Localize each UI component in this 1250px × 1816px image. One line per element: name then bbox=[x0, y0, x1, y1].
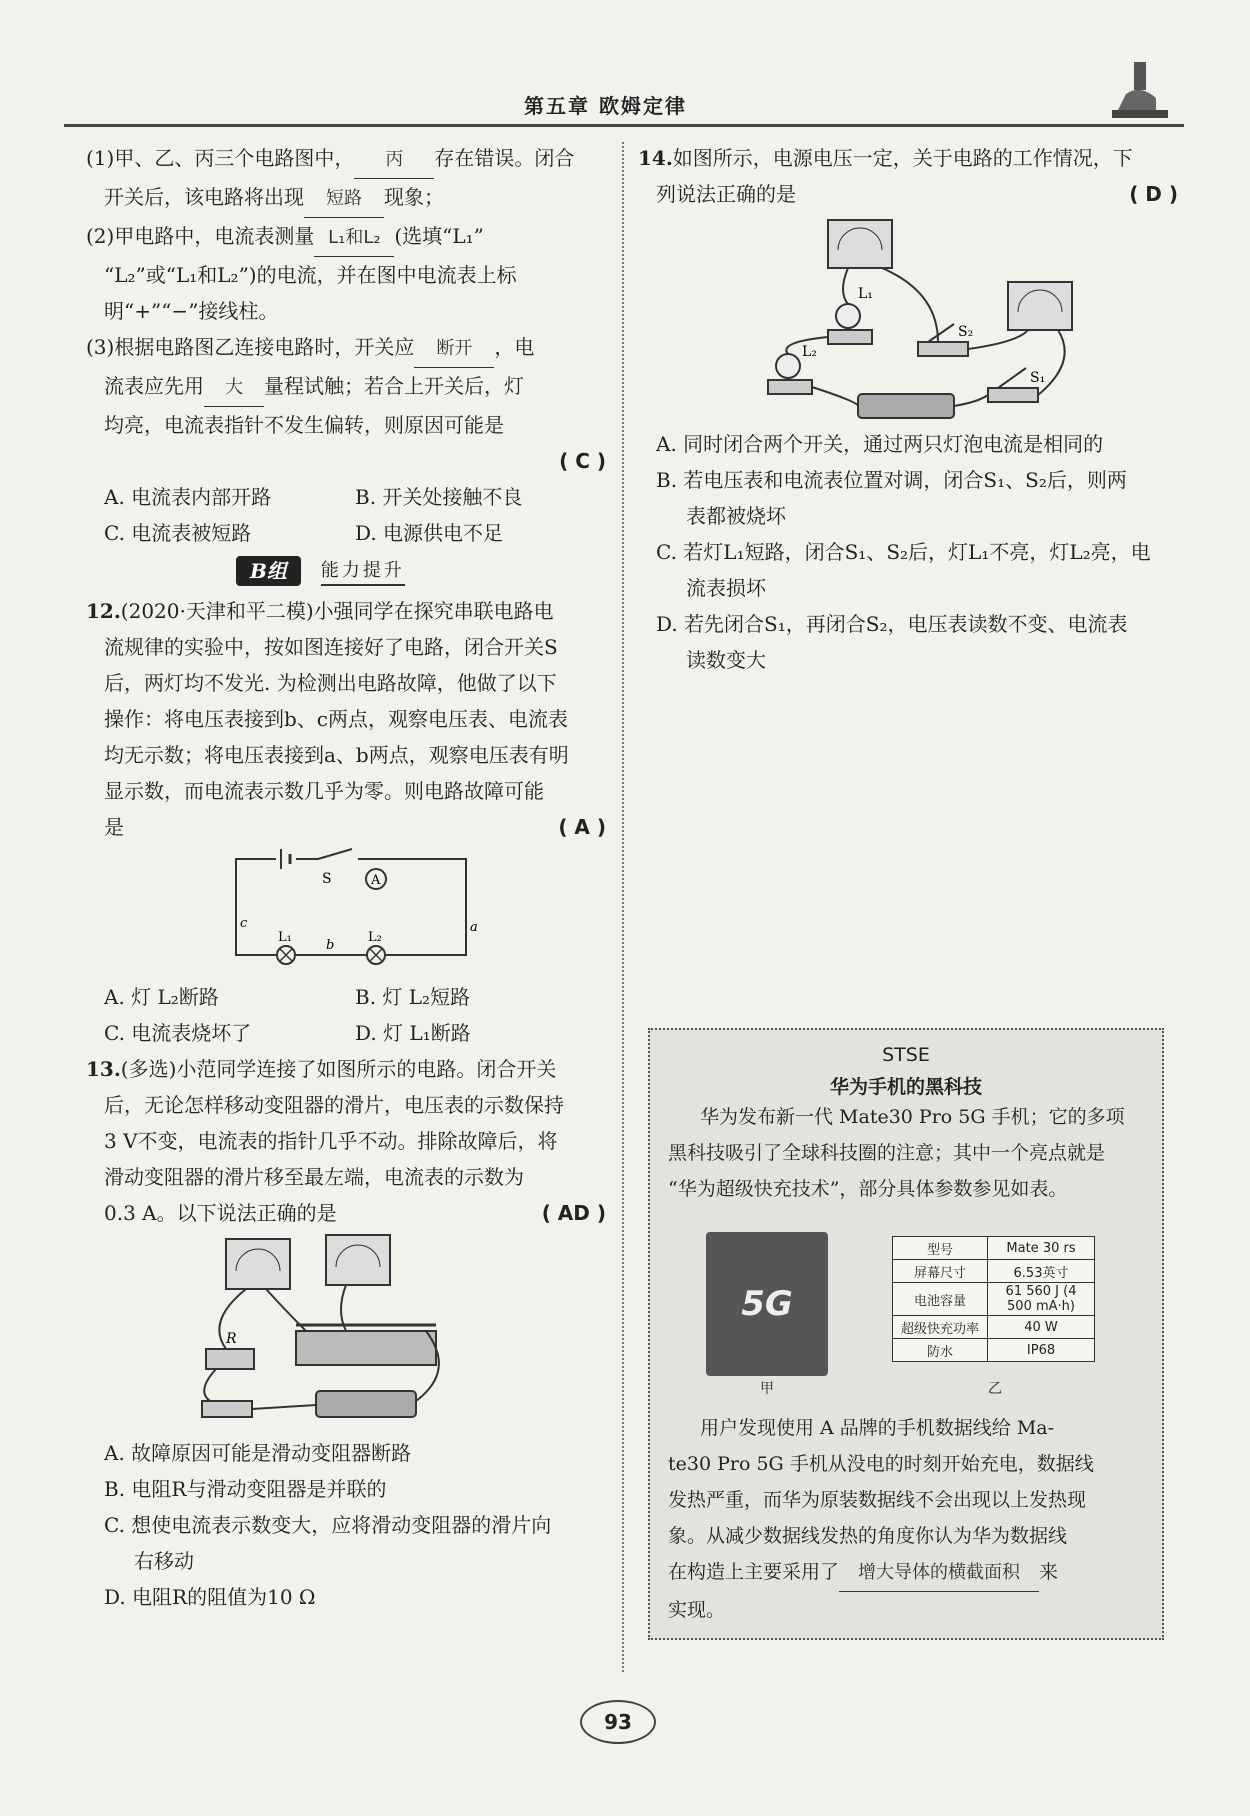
q12-circuit-diagram bbox=[86, 845, 606, 975]
cell: 61 560 J (4 500 mA·h) bbox=[988, 1283, 1095, 1316]
stse-body-line: 用户发现使用 A 品牌的手机数据线给 Ma- bbox=[700, 1417, 1055, 1439]
table-row bbox=[893, 1316, 1095, 1339]
stse-fill-line bbox=[650, 1554, 1162, 1592]
label-l1: L₁ bbox=[858, 286, 873, 302]
q12-line: 流规律的实验中，按如图连接好了电路，闭合开关S bbox=[104, 635, 558, 659]
lamp-l1 bbox=[836, 304, 860, 328]
q12-line: 后，两灯均不发光. 为检测出电路故障，他做了以下 bbox=[104, 671, 557, 695]
text: 0.3 A。以下说法正确的是 bbox=[104, 1201, 337, 1225]
text: 来 bbox=[1039, 1561, 1059, 1583]
group-badge: B组 bbox=[236, 556, 301, 586]
label-a: a bbox=[470, 920, 478, 935]
stse-body-line: 象。从减少数据线发热的角度你认为华为数据线 bbox=[668, 1525, 1068, 1547]
q14-option-b-cont: 表都被烧坏 bbox=[686, 504, 786, 528]
stse-intro-line: 黑科技吸引了全球科技圈的注意；其中一个亮点就是 bbox=[668, 1142, 1106, 1164]
answer-blank: 增大导体的横截面积 bbox=[839, 1555, 1039, 1592]
column-divider bbox=[622, 142, 624, 1672]
text: (3)根据电路图乙连接电路时，开关应 bbox=[86, 335, 415, 359]
option-c: C. 电流表被短路 bbox=[104, 521, 252, 545]
left-column bbox=[86, 140, 606, 1615]
label-s1: S₁ bbox=[1030, 370, 1046, 386]
group-heading bbox=[236, 555, 606, 587]
phone-5g-label: 5G bbox=[741, 1284, 793, 1324]
label-s2: S₂ bbox=[958, 324, 974, 340]
cell: Mate 30 rs bbox=[988, 1237, 1095, 1260]
answer-blank: 短路 bbox=[304, 181, 384, 218]
question-number: 13. bbox=[86, 1057, 121, 1081]
question-number: 12. bbox=[86, 599, 121, 623]
option-b: B. 灯 L₂短路 bbox=[355, 985, 471, 1009]
text: (选填“L₁” bbox=[394, 224, 484, 248]
answer-bracket: ( A ) bbox=[558, 815, 606, 839]
text: (2020·天津和平二模)小强同学在探究串联电路电 bbox=[120, 599, 554, 623]
answer-blank: 丙 bbox=[354, 142, 434, 179]
q11-part3-cont bbox=[86, 368, 606, 407]
question-12 bbox=[86, 593, 606, 1051]
q12-line: 操作：将电压表接到b、c两点，观察电压表、电流表 bbox=[104, 707, 569, 731]
q11-part3 bbox=[86, 329, 606, 368]
label-l2: L₂ bbox=[368, 930, 382, 945]
option-a: A. 电流表内部开路 bbox=[104, 485, 272, 509]
q13-circuit-illustration bbox=[86, 1231, 606, 1431]
text: (1)甲、乙、丙三个电路图中， bbox=[86, 146, 355, 170]
voltmeter-device bbox=[326, 1235, 390, 1285]
option-c: C. 电流表烧坏了 bbox=[104, 1021, 252, 1045]
label-s: S bbox=[322, 871, 332, 887]
lamp-l2 bbox=[776, 354, 800, 378]
table-row bbox=[893, 1283, 1095, 1316]
label-b: b bbox=[326, 938, 335, 953]
text: 在构造上主要采用了 bbox=[668, 1561, 840, 1583]
stse-title: 华为手机的黑科技 bbox=[829, 1076, 982, 1098]
text: 如图所示，电源电压一定，关于电路的工作情况，下 bbox=[672, 146, 1133, 170]
right-column bbox=[638, 140, 1178, 678]
stse-body-line: 发热严重，而华为原装数据线不会出现以上发热现 bbox=[668, 1489, 1087, 1511]
stse-tag: STSE bbox=[882, 1044, 930, 1066]
switch-device bbox=[202, 1401, 252, 1417]
label-l1: L₁ bbox=[278, 930, 292, 945]
q13-line: 3 V不变，电流表的指针几乎不动。排除故障后，将 bbox=[104, 1129, 558, 1153]
cell: 电池容量 bbox=[893, 1283, 988, 1316]
label-l2: L₂ bbox=[802, 344, 817, 360]
q13-line bbox=[86, 1195, 606, 1231]
q14-option-b: B. 若电压表和电流表位置对调，闭合S₁、S₂后，则两 bbox=[656, 468, 1127, 492]
caption-right: 乙 bbox=[988, 1381, 1002, 1397]
q13-line bbox=[86, 1051, 606, 1087]
cell: 40 W bbox=[988, 1316, 1095, 1339]
question-14 bbox=[638, 140, 1178, 678]
label-r: R bbox=[226, 1331, 237, 1347]
q13-option-a: A. 故障原因可能是滑动变阻器断路 bbox=[104, 1441, 412, 1465]
cell: 6.53英寸 bbox=[988, 1260, 1095, 1283]
answer-bracket: ( D ) bbox=[1129, 182, 1178, 206]
resistor-device bbox=[206, 1349, 254, 1369]
q14-line bbox=[638, 176, 1178, 212]
q13-line: 滑动变阻器的滑片移至最左端，电流表的示数为 bbox=[104, 1165, 524, 1189]
stse-intro-line: 华为发布新一代 Mate30 Pro 5G 手机；它的多项 bbox=[700, 1106, 1125, 1128]
q14-option-c: C. 若灯L₁短路，闭合S₁、S₂后，灯L₁不亮，灯L₂亮，电 bbox=[656, 540, 1151, 564]
microscope-icon bbox=[1104, 54, 1174, 124]
q13-option-c: C. 想使电流表示数变大，应将滑动变阻器的滑片向 bbox=[104, 1513, 552, 1537]
q11-answer-line bbox=[86, 443, 606, 479]
q12-line bbox=[86, 593, 606, 629]
ammeter-device bbox=[226, 1239, 290, 1289]
rheostat-device bbox=[296, 1331, 436, 1365]
table-row bbox=[893, 1339, 1095, 1362]
q14-option-d-cont: 读数变大 bbox=[686, 648, 766, 672]
text: (多选)小范同学连接了如图所示的电路。闭合开关 bbox=[120, 1057, 557, 1081]
q14-line bbox=[638, 140, 1178, 176]
page-number: 93 bbox=[580, 1700, 656, 1744]
q14-circuit-illustration bbox=[638, 212, 1178, 422]
stse-box bbox=[648, 1028, 1164, 1640]
q11-part3-line3: 均亮，电流表指针不发生偏转，则原因可能是 bbox=[104, 413, 504, 437]
q11-part2-line2: “L₂”或“L₁和L₂”)的电流，并在图中电流表上标 bbox=[104, 263, 517, 287]
text: (2)甲电路中，电流表测量 bbox=[86, 224, 315, 248]
page-header bbox=[64, 88, 1184, 127]
battery-device bbox=[858, 394, 954, 418]
text: 开关后，该电路将出现 bbox=[104, 185, 304, 209]
text: 存在错误。闭合 bbox=[434, 146, 575, 170]
group-name: 能力提升 bbox=[321, 556, 405, 586]
q11-part2 bbox=[86, 218, 606, 257]
label-ammeter: A bbox=[371, 873, 381, 888]
text: 是 bbox=[104, 815, 124, 839]
q13-line: 后，无论怎样移动变阻器的滑片，电压表的示数保持 bbox=[104, 1093, 564, 1117]
voltmeter-device bbox=[1008, 282, 1072, 330]
battery-device bbox=[316, 1391, 416, 1417]
cell: 超级快充功率 bbox=[893, 1316, 988, 1339]
cell: 型号 bbox=[893, 1237, 988, 1260]
switch-s1 bbox=[988, 388, 1038, 402]
stse-intro-line: “华为超级快充技术”，部分具体参数参见如表。 bbox=[668, 1178, 1068, 1200]
question-13 bbox=[86, 1051, 606, 1615]
switch-s2 bbox=[918, 342, 968, 356]
text: 流表应先用 bbox=[104, 374, 204, 398]
q12-options bbox=[86, 979, 606, 1051]
q13-option-b: B. 电阻R与滑动变阻器是并联的 bbox=[104, 1477, 387, 1501]
option-b: B. 开关处接触不良 bbox=[355, 485, 523, 509]
answer-blank: L₁和L₂ bbox=[314, 220, 394, 257]
option-d: D. 电源供电不足 bbox=[355, 521, 504, 545]
text: 现象； bbox=[384, 185, 444, 209]
q11-part1-cont bbox=[86, 179, 606, 218]
stse-body-line: te30 Pro 5G 手机从没电的时刻开始充电，数据线 bbox=[668, 1453, 1094, 1475]
cell: 屏幕尺寸 bbox=[893, 1260, 988, 1283]
chapter-title: 第五章 欧姆定律 bbox=[524, 94, 687, 118]
q12-line: 均无示数；将电压表接到a、b两点，观察电压表有明 bbox=[104, 743, 569, 767]
stse-body bbox=[650, 1410, 1162, 1628]
answer-bracket: ( AD ) bbox=[541, 1201, 606, 1225]
cell: 防水 bbox=[893, 1339, 988, 1362]
q14-option-c-cont: 流表损坏 bbox=[686, 576, 766, 600]
caption-left: 甲 bbox=[760, 1381, 774, 1397]
table-row bbox=[893, 1260, 1095, 1283]
cell: IP68 bbox=[988, 1339, 1095, 1362]
q12-line bbox=[86, 809, 606, 845]
q12-line: 显示数，而电流表示数几乎为零。则电路故障可能 bbox=[104, 779, 544, 803]
option-a: A. 灯 L₂断路 bbox=[104, 985, 219, 1009]
q11-options bbox=[86, 479, 606, 551]
text: 列说法正确的是 bbox=[656, 182, 796, 206]
q11-part2-line3: 明“+”“−”接线柱。 bbox=[104, 299, 279, 323]
text: 量程试触；若合上开关后，灯 bbox=[264, 374, 524, 398]
q14-option-a: A. 同时闭合两个开关，通过两只灯泡电流是相同的 bbox=[656, 432, 1104, 456]
q14-option-d: D. 若先闭合S₁，再闭合S₂，电压表读数不变、电流表 bbox=[656, 612, 1128, 636]
ammeter-device bbox=[828, 220, 892, 268]
q13-option-d: D. 电阻R的阻值为10 Ω bbox=[104, 1585, 316, 1609]
answer-bracket: ( C ) bbox=[559, 449, 606, 473]
spec-table bbox=[892, 1236, 1095, 1362]
q13-option-c-cont: 右移动 bbox=[134, 1549, 194, 1573]
label-c: c bbox=[240, 916, 248, 931]
table-row bbox=[893, 1237, 1095, 1260]
option-d: D. 灯 L₁断路 bbox=[355, 1021, 471, 1045]
question-number: 14. bbox=[638, 146, 673, 170]
text: ，电 bbox=[494, 335, 535, 359]
q11-part1 bbox=[86, 140, 606, 179]
phone-photo bbox=[706, 1232, 828, 1376]
answer-blank: 大 bbox=[204, 370, 264, 407]
stse-last-line: 实现。 bbox=[668, 1599, 726, 1621]
answer-blank: 断开 bbox=[414, 331, 494, 368]
